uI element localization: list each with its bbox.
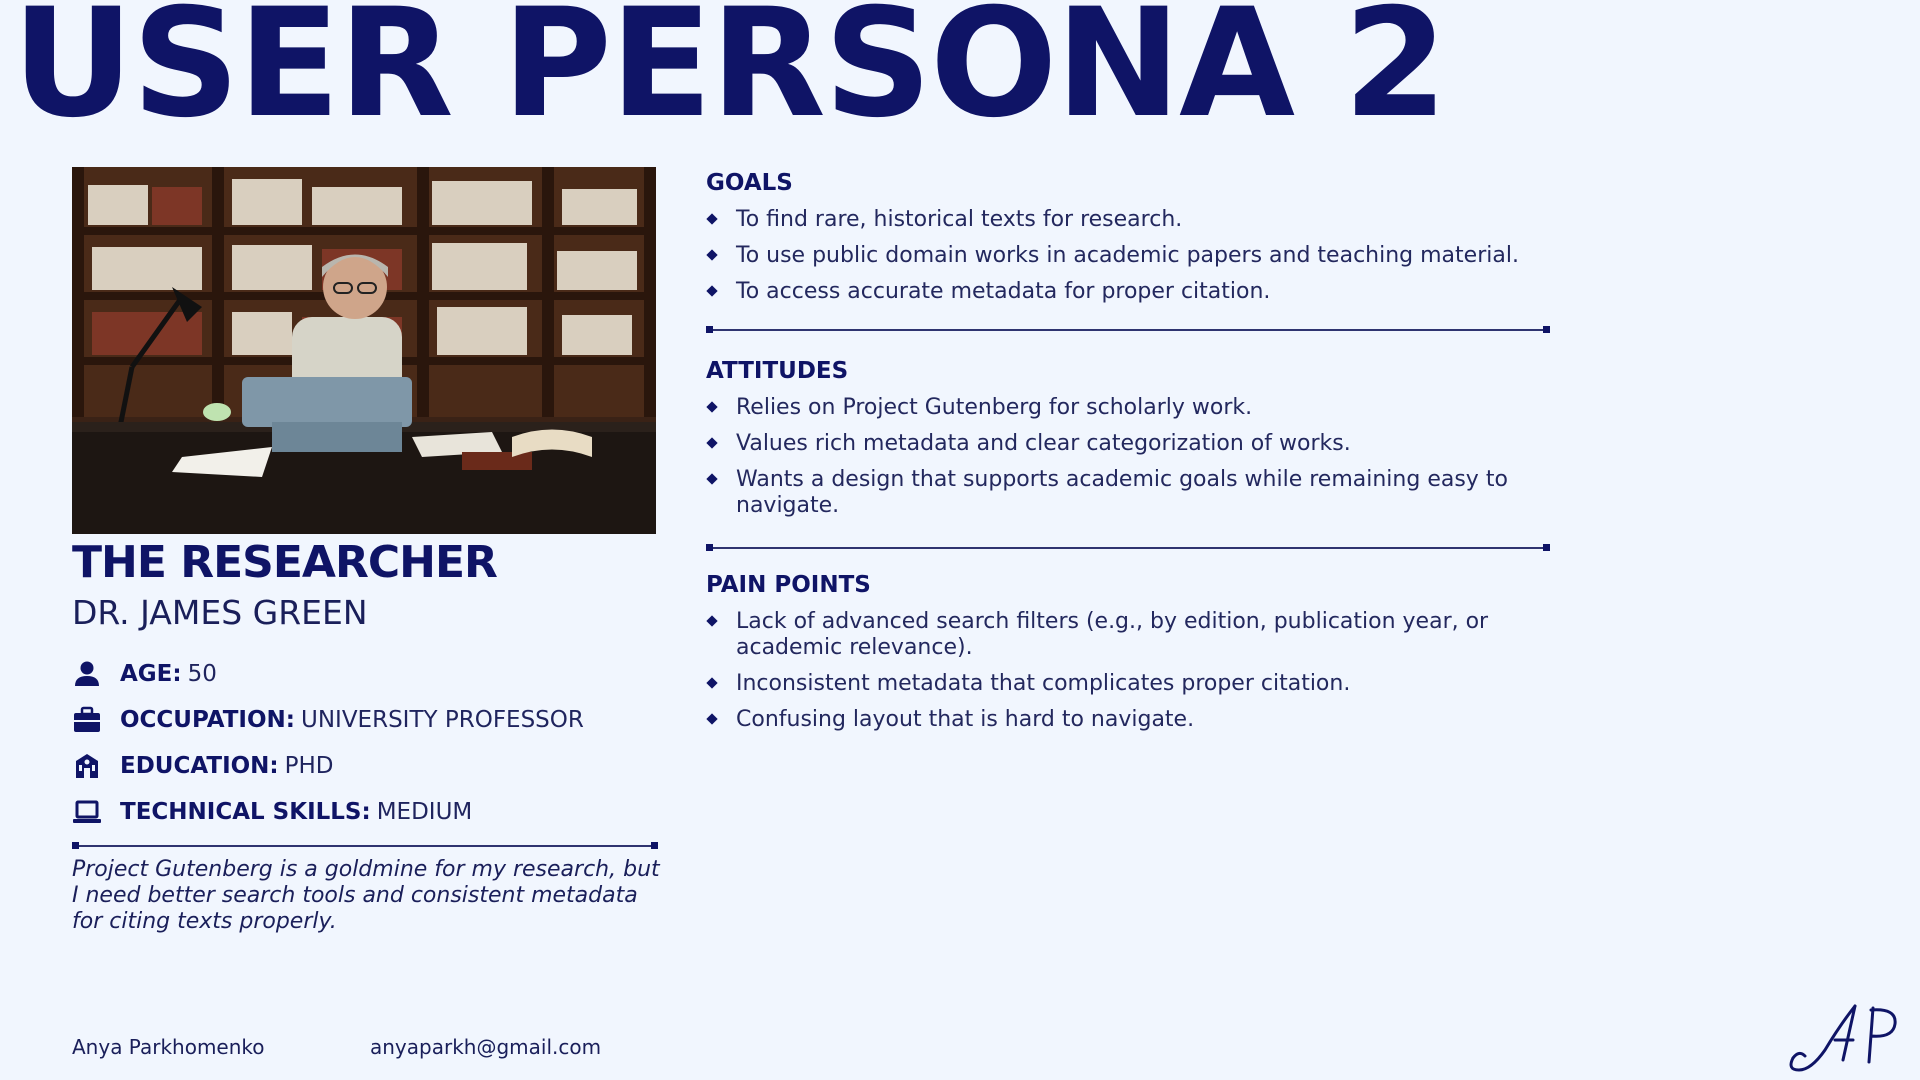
list-item: Inconsistent metadata that complicates proper citation.: [706, 671, 1566, 697]
goals-title: GOALS: [706, 170, 793, 196]
age-value: 50: [187, 661, 217, 687]
page-title: USER PERSONA 2: [12, 0, 1446, 151]
list-item: To find rare, historical texts for research.: [706, 207, 1566, 233]
goals-list: [706, 207, 1566, 315]
persona-quote: Project Gutenberg is a goldmine for my research, but I need better search tools and consistent metadata for citing texts properly.: [72, 857, 660, 934]
briefcase-icon: [72, 705, 102, 735]
list-item: To use public domain works in academic papers and teaching material.: [706, 243, 1566, 269]
goals-divider: [706, 329, 1550, 331]
technical-skills-value: MEDIUM: [376, 799, 473, 825]
list-item: Values rich metadata and clear categorization of works.: [706, 431, 1566, 457]
diamond-bullet-icon: [706, 677, 717, 688]
school-icon: [72, 751, 102, 781]
diamond-bullet-icon: [706, 285, 717, 296]
researcher-photo: [72, 167, 656, 534]
diamond-bullet-icon: [706, 713, 717, 724]
occupation-label: OCCUPATION:: [120, 707, 295, 733]
diamond-bullet-icon: [706, 437, 717, 448]
list-item: To access accurate metadata for proper citation.: [706, 279, 1566, 305]
quote-divider: [72, 845, 658, 847]
person-icon: [72, 659, 102, 689]
list-item: Confusing layout that is hard to navigate.: [706, 707, 1566, 733]
diamond-bullet-icon: [706, 615, 717, 626]
pain-points-list: [706, 609, 1566, 743]
age-row: [72, 659, 217, 689]
list-item: Wants a design that supports academic goals while remaining easy to navigate.: [706, 467, 1536, 519]
education-label: EDUCATION:: [120, 753, 279, 779]
attitudes-divider: [706, 547, 1550, 549]
diamond-bullet-icon: [706, 401, 717, 412]
age-label: AGE:: [120, 661, 182, 687]
attitudes-list: [706, 395, 1566, 529]
persona-name: DR. JAMES GREEN: [72, 593, 368, 632]
attitudes-title: ATTITUDES: [706, 358, 849, 384]
education-row: [72, 751, 334, 781]
education-value: PHD: [284, 753, 334, 779]
diamond-bullet-icon: [706, 249, 717, 260]
footer-author: Anya Parkhomenko: [72, 1035, 265, 1059]
occupation-value: UNIVERSITY PROFESSOR: [301, 707, 584, 733]
list-item: Lack of advanced search filters (e.g., by edition, publication year, or academic relevance).: [706, 609, 1496, 661]
technical-skills-row: [72, 797, 472, 827]
diamond-bullet-icon: [706, 213, 717, 224]
occupation-row: [72, 705, 584, 735]
list-item: Relies on Project Gutenberg for scholarly work.: [706, 395, 1566, 421]
technical-skills-label: TECHNICAL SKILLS:: [120, 799, 371, 825]
ap-logo: [1785, 1000, 1900, 1075]
persona-role: THE RESEARCHER: [72, 537, 497, 588]
laptop-icon: [72, 797, 102, 827]
diamond-bullet-icon: [706, 473, 717, 484]
footer-email[interactable]: anyaparkh@gmail.com: [370, 1035, 602, 1059]
pain-points-title: PAIN POINTS: [706, 572, 871, 598]
